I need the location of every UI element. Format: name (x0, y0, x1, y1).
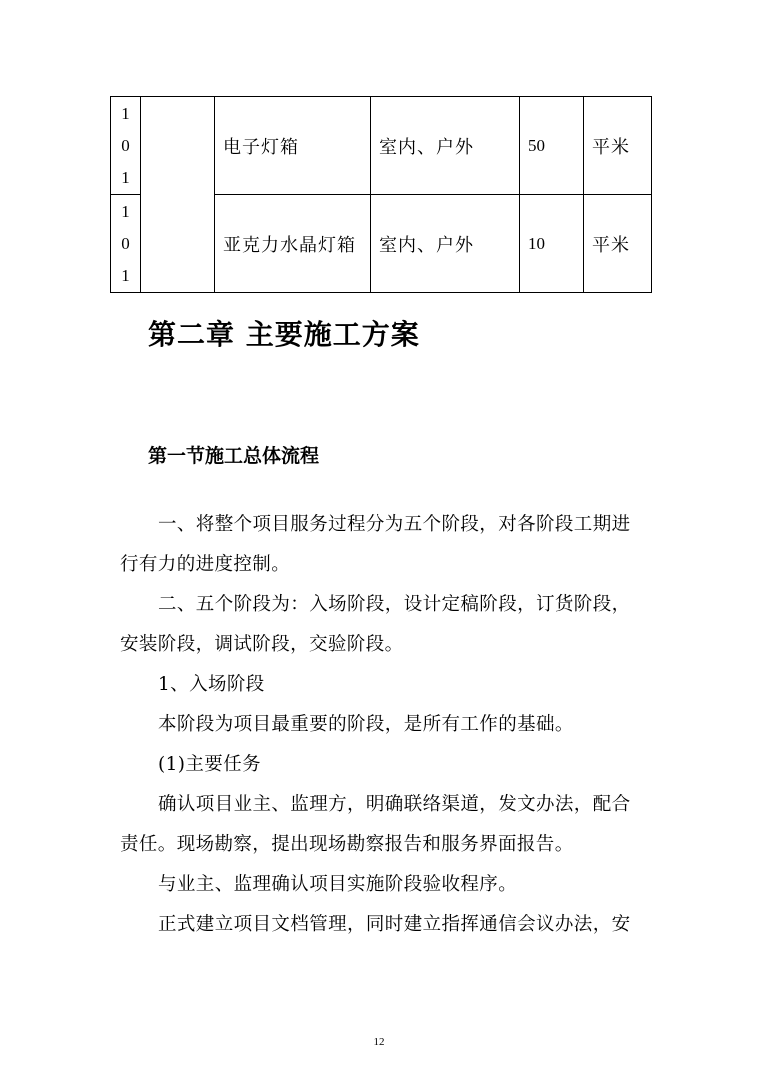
paragraph-line: 一、将整个项目服务过程分为五个阶段，对各阶段工期进 (158, 514, 631, 535)
row-number-digit: 1 (121, 265, 130, 285)
item-name: 亚克力水晶灯箱 (223, 234, 356, 256)
location-cell (371, 97, 520, 195)
location-cell (371, 195, 520, 293)
item-name: 电子灯箱 (223, 136, 299, 158)
page-number: 12 (373, 1036, 385, 1048)
chapter-title: 第二章 主要施工方案 (148, 318, 420, 351)
item-unit: 平米 (592, 234, 630, 256)
quantity-cell (520, 97, 584, 195)
item-location: 室内、户外 (379, 234, 474, 256)
item-quantity: 10 (528, 233, 545, 253)
materials-table (110, 96, 652, 293)
paragraph-line: (1)主要任务 (158, 754, 262, 775)
paragraph-line: 行有力的进度控制。 (120, 554, 291, 575)
table-row (111, 97, 652, 195)
paragraph-line: 二、五个阶段为：入场阶段，设计定稿阶段，订货阶段， (158, 594, 631, 615)
item-location: 室内、户外 (379, 136, 474, 158)
item-quantity: 50 (528, 135, 545, 155)
paragraph-line: 责任。现场勘察，提出现场勘察报告和服务界面报告。 (120, 834, 574, 855)
merged-blank-cell (141, 97, 215, 293)
row-number-digit: 0 (121, 233, 130, 253)
row-number-digit: 1 (121, 167, 130, 187)
unit-cell (584, 195, 652, 293)
paragraph-line: 正式建立项目文档管理，同时建立指挥通信会议办法，安 (158, 914, 631, 935)
row-number-digit: 1 (121, 201, 130, 221)
paragraph-line: 与业主、监理确认项目实施阶段验收程序。 (158, 874, 518, 895)
quantity-cell (520, 195, 584, 293)
item-unit: 平米 (592, 136, 630, 158)
section-title: 第一节施工总体流程 (148, 445, 320, 467)
unit-cell (584, 97, 652, 195)
item-name-cell (215, 195, 371, 293)
paragraph-line: 本阶段为项目最重要的阶段，是所有工作的基础。 (158, 714, 574, 735)
paragraph-line: 安装阶段，调试阶段，交验阶段。 (120, 634, 404, 655)
row-number-digit: 0 (121, 135, 130, 155)
paragraph-line: 确认项目业主、监理方，明确联络渠道，发文办法，配合 (158, 794, 631, 815)
row-number-cell (111, 195, 141, 293)
item-name-cell (215, 97, 371, 195)
row-number-digit: 1 (121, 103, 130, 123)
paragraph-line: 1、入场阶段 (158, 674, 265, 695)
body-text (120, 505, 640, 945)
row-number-cell (111, 97, 141, 195)
